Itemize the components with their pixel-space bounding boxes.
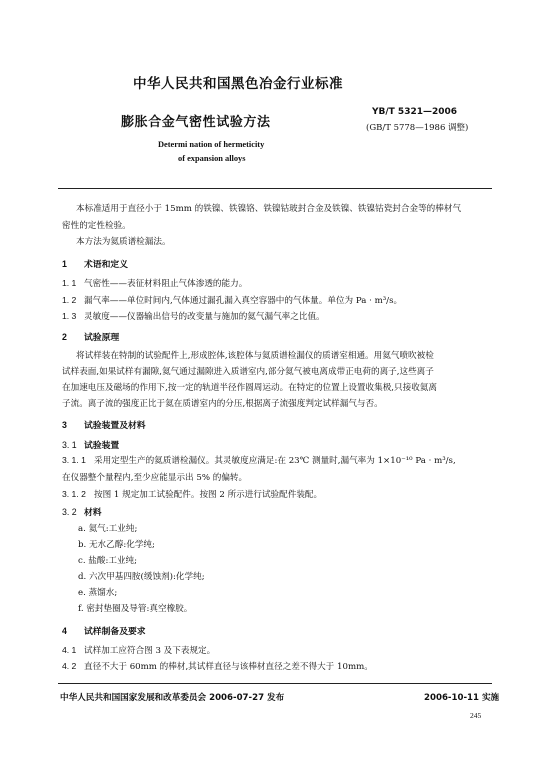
english-title-line-1: Determi nation of hermeticity bbox=[158, 140, 265, 149]
material-item: a. 氦气:工业纯; bbox=[78, 524, 138, 534]
issuing-authority: 中华人民共和国国家发展和改革委员会 2006-07-27 发布 bbox=[60, 693, 285, 703]
clause-4-2-text: 直径不大于 60mm 的棒材,其试样直径与该棒材直径之差不得大于 10mm。 bbox=[84, 662, 373, 672]
section-2-heading bbox=[62, 330, 119, 343]
clause-3-2-number: 3. 2 bbox=[62, 507, 77, 517]
clause-4-1 bbox=[62, 644, 215, 656]
section-2-title: 试验原理 bbox=[84, 333, 120, 343]
english-title-line-2: of expansion alloys bbox=[178, 154, 246, 163]
intro-paragraph-line-2: 密性的定性检验。 bbox=[62, 221, 131, 231]
clause-1-1-number: 1. 1 bbox=[62, 278, 77, 288]
section-1-title: 术语和定义 bbox=[84, 260, 128, 270]
clause-3-1-1-line-2: 在仪器整个量程内,至少应能显示出 5% 的偏转。 bbox=[62, 473, 248, 483]
clause-1-3-text: 灵敏度——仪器输出信号的改变量与施加的氦气漏气率之比值。 bbox=[84, 312, 325, 322]
industry-standard-heading: 中华人民共和国黑色冶金行业标准 bbox=[133, 76, 343, 92]
material-item: d. 六次甲基四胺(缓蚀剂):化学纯; bbox=[78, 572, 205, 582]
clause-3-1-2 bbox=[62, 488, 322, 500]
clause-1-2 bbox=[62, 294, 402, 306]
clause-3-1-1-text: 采用定型生产的氦质谱检漏仪。其灵敏度应满足:在 23℃ 测量时,漏气率为 1×10⁻¹⁰ Pa · m³/s, bbox=[94, 456, 456, 466]
clause-3-1-1-line-1 bbox=[62, 454, 456, 466]
material-item: b. 无水乙醇:化学纯; bbox=[78, 540, 155, 550]
clause-1-3-number: 1. 3 bbox=[62, 311, 77, 321]
implementation-date: 2006-10-11 实施 bbox=[424, 693, 500, 703]
section-3-number: 3 bbox=[62, 420, 67, 430]
header-divider bbox=[58, 188, 492, 189]
intro-paragraph-line-1: 本标准适用于直径小于 15mm 的铁镍、铁镍铬、铁镍钴玻封合金及铁镍、铁镍钴瓷封合金等的棒材气 bbox=[76, 204, 462, 214]
section-3-heading bbox=[62, 418, 146, 431]
clause-4-2-number: 4. 2 bbox=[62, 661, 77, 671]
clause-4-1-text: 试样加工应符合图 3 及下表规定。 bbox=[84, 646, 216, 656]
material-item: f. 密封垫圈及导管:真空橡胶。 bbox=[78, 604, 193, 614]
clause-3-1-2-number: 3. 1. 2 bbox=[62, 489, 86, 499]
footer-divider bbox=[58, 683, 492, 684]
clause-3-1-title: 试验装置 bbox=[84, 441, 120, 451]
section-2-number: 2 bbox=[62, 332, 67, 342]
clause-3-1-number: 3. 1 bbox=[62, 440, 77, 450]
section-4-number: 4 bbox=[62, 626, 67, 636]
clause-4-2 bbox=[62, 660, 373, 672]
section-4-heading bbox=[62, 624, 146, 637]
clause-3-2-title: 材料 bbox=[84, 508, 102, 518]
principle-line-2: 试样表面,如果试样有漏隙,氦气通过漏隙进入质谱室内,部分氦气被电离成带正电荷的离子,这些离子 bbox=[62, 367, 434, 377]
clause-3-1-1-number: 3. 1. 1 bbox=[62, 455, 86, 465]
clause-1-3 bbox=[62, 310, 325, 322]
section-4-title: 试样制备及要求 bbox=[84, 627, 146, 637]
material-item: e. 蒸馏水; bbox=[78, 588, 118, 598]
intro-method-note: 本方法为氦质谱检漏法。 bbox=[76, 237, 171, 247]
clause-4-1-number: 4. 1 bbox=[62, 645, 77, 655]
page-number: 245 bbox=[470, 711, 482, 720]
replaces-standard: (GB/T 5778—1986 调整) bbox=[366, 123, 469, 133]
section-1-heading bbox=[62, 257, 128, 270]
clause-1-1 bbox=[62, 277, 247, 289]
section-3-title: 试验装置及材料 bbox=[84, 421, 146, 431]
document-title: 膨胀合金气密性试验方法 bbox=[121, 115, 271, 130]
clause-1-1-text: 气密性——表征材料阻止气体渗透的能力。 bbox=[84, 279, 248, 289]
standard-code: YB/T 5321—2006 bbox=[372, 107, 458, 117]
clause-1-2-number: 1. 2 bbox=[62, 295, 77, 305]
section-1-number: 1 bbox=[62, 259, 67, 269]
clause-3-2-heading bbox=[62, 505, 102, 518]
clause-3-1-heading bbox=[62, 438, 119, 451]
clause-1-2-text: 漏气率——单位时间内,气体通过漏孔漏入真空容器中的气体量。单位为 Pa · m³/s。 bbox=[84, 296, 403, 306]
principle-line-3: 在加速电压及磁场的作用下,按一定的轨道半径作圆周运动。在特定的位置上设置收集极,只接收氦离 bbox=[62, 383, 437, 393]
clause-3-1-2-text: 按图 1 规定加工试验配件。按图 2 所示进行试验配件装配。 bbox=[94, 490, 323, 500]
principle-line-4: 子流。离子流的强度正比于氦在质谱室内的分压,根据离子流强度判定试样漏气与否。 bbox=[62, 399, 383, 409]
material-item: c. 盐酸:工业纯; bbox=[78, 556, 138, 566]
principle-line-1: 将试样装在特制的试验配件上,形成腔体,该腔体与氦质谱检漏仪的质谱室相通。用氦气喷吹被检 bbox=[76, 351, 434, 361]
